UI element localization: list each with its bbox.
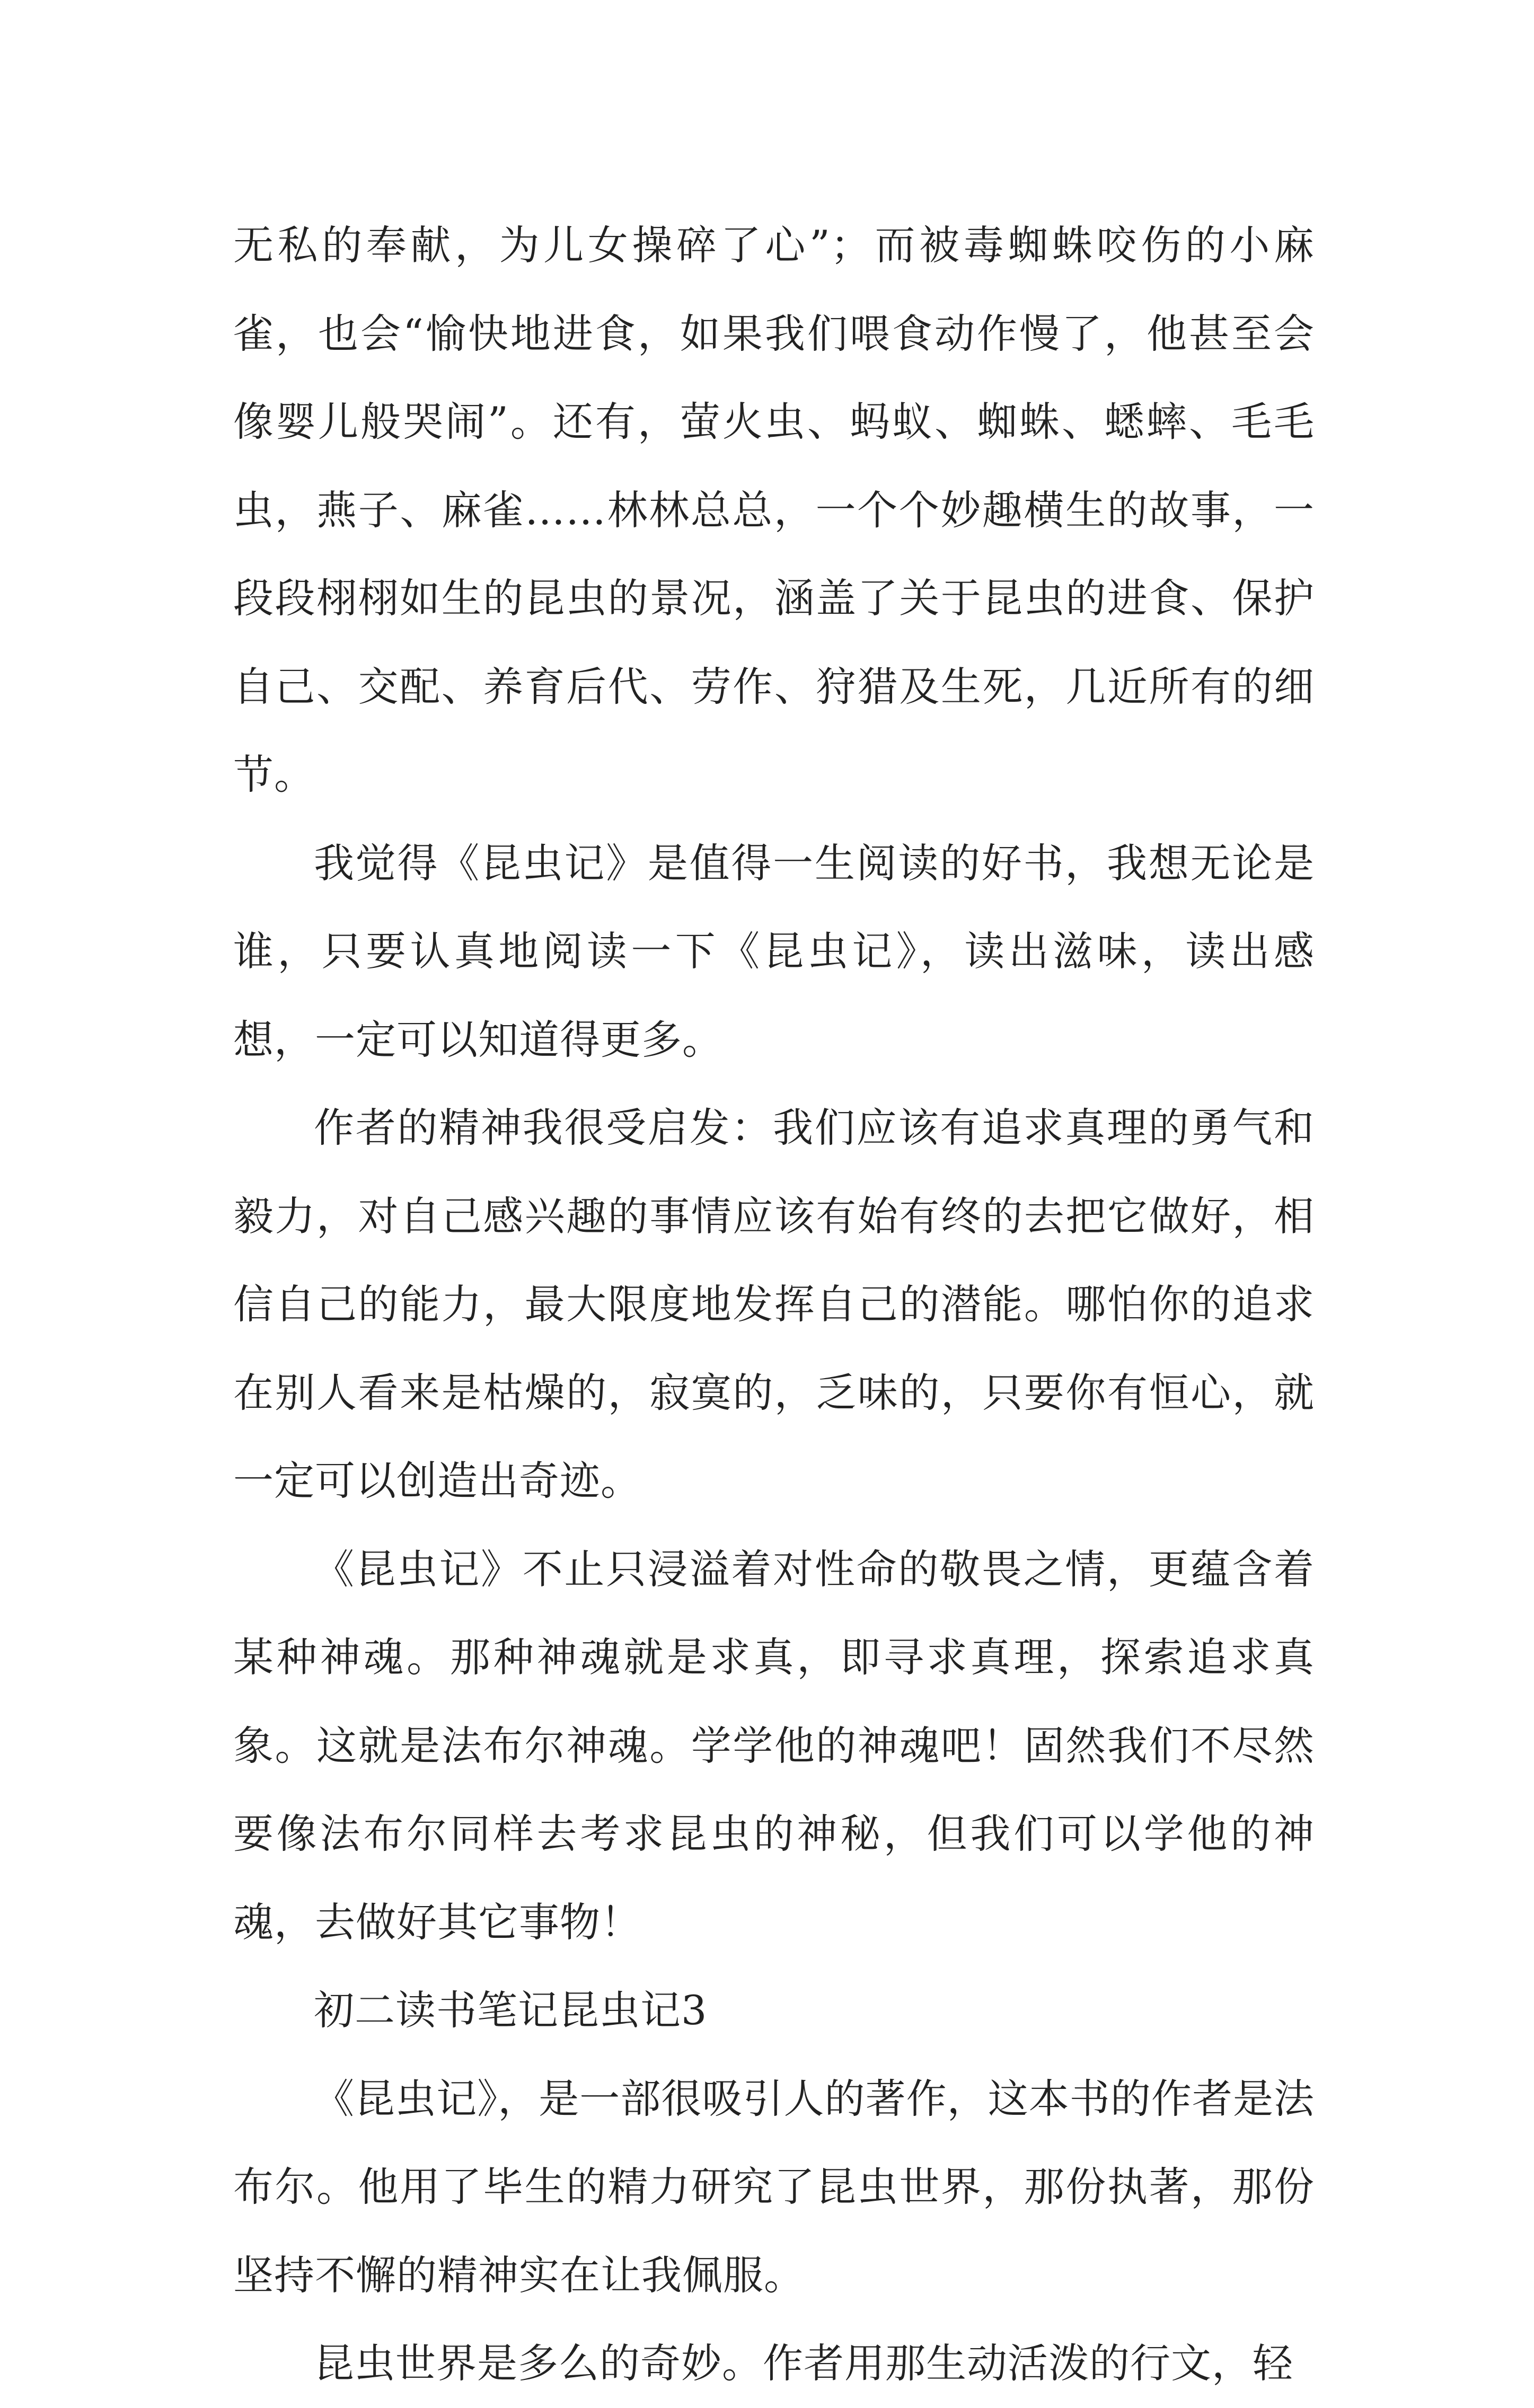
paragraph-3: 作者的精神我很受启发：我们应该有追求真理的勇气和毅力，对自己感兴趣的事情应该有始有终的去把它做好，相信自己的能力，最大限度地发挥自己的潜能。哪怕你的追求在别人看来是枯燥的，寂寞的，乏味的，只要你有恒心，就一定可以创造出奇迹。	[233, 1104, 1315, 1504]
paragraph-6: 昆虫世界是多么的奇妙。作者用那生动活泼的行文，轻	[314, 2340, 1293, 2387]
paragraph-5: 《昆虫记》，是一部很吸引人的著作，这本书的作者是法布尔。他用了毕生的精力研究了昆虫世界，那份执著，那份坚持不懈的精神实在让我佩服。	[233, 2075, 1315, 2299]
paragraph-1: 无私的奉献，为儿女操碎了心”；而被毒蜘蛛咬伤的小麻雀，也会“愉快地进食，如果我们喂食动作慢了，他甚至会像婴儿般哭闹”。还有，萤火虫、蚂蚁、蜘蛛、蟋蟀、毛毛虫，燕子、麻雀……林林总总，一个个妙趣横生的故事，一段段栩栩如生的昆虫的景况，涵盖了关于昆虫的进食、保护自己、交配、养育后代、劳作、狩猎及生死，几近所有的细节。	[233, 222, 1315, 798]
section-heading: 初二读书笔记昆虫记3	[314, 1987, 708, 2034]
paragraph-4: 《昆虫记》不止只浸溢着对性命的敬畏之情，更蕴含着某种神魂。那种神魂就是求真，即寻求真理，探索追求真象。这就是法布尔神魂。学学他的神魂吧！固然我们不尽然要像法布尔同样去考求昆虫的神秘，但我们可以学他的神魂，去做好其它事物！	[233, 1545, 1315, 1946]
paragraph-2: 我觉得《昆虫记》是值得一生阅读的好书，我想无论是谁，只要认真地阅读一下《昆虫记》，读出滋味，读出感想，一定可以知道得更多。	[233, 839, 1315, 1063]
document-body	[233, 201, 1315, 2408]
